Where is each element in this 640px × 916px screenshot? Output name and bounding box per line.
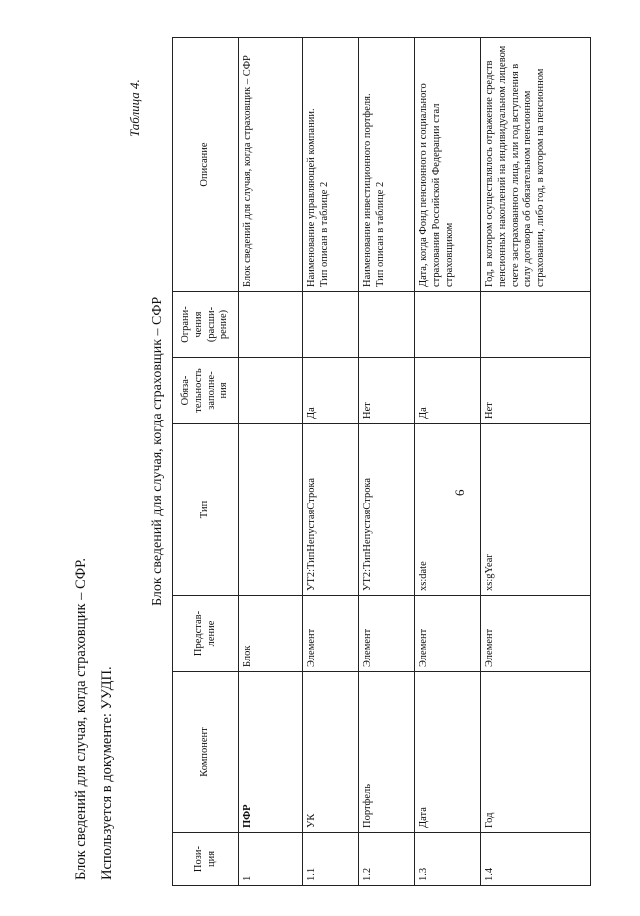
table-row [415, 38, 481, 886]
cell-description: Дата, когда Фонд пенсионного и социального страхования Российской Федерации стал страховщиком [415, 38, 481, 292]
cell-type: xs:gYear [481, 424, 591, 596]
cell-required: Нет [359, 358, 415, 424]
cell-type: УТ2:ТипНепустаяСтрока [303, 424, 359, 596]
cell-representation: Элемент [303, 596, 359, 672]
cell-position: 1.3 [415, 833, 481, 886]
cell-restrictions [415, 292, 481, 358]
cell-required: Да [303, 358, 359, 424]
cell-restrictions [481, 292, 591, 358]
cell-position: 1 [239, 833, 303, 886]
cell-required: Нет [481, 358, 591, 424]
cell-component: УК [303, 672, 359, 833]
cell-restrictions [239, 292, 303, 358]
cell-position: 1.4 [481, 833, 591, 886]
header-type: Тип [173, 424, 239, 596]
cell-description: Год, в котором осуществлялось отражение средств пенсионных накоплений на индивидуальном лицевом счете застрахованного лица, или год вступления в силу договора об обязательном пенсионном страховании, либо год, в котором на пенсионном [481, 38, 591, 292]
table-row [359, 38, 415, 886]
cell-representation: Элемент [415, 596, 481, 672]
header-representation: Представ- ление [173, 596, 239, 672]
cell-type: xs:date [415, 424, 481, 596]
cell-required: Да [415, 358, 481, 424]
cell-component: Портфель [359, 672, 415, 833]
cell-description: Наименование управляющей компании. Тип описан в таблице 2 [303, 38, 359, 292]
header-component: Компонент [173, 672, 239, 833]
table-row [303, 38, 359, 886]
cell-representation: Блок [239, 596, 303, 672]
insurer-block-table [172, 37, 591, 886]
cell-position: 1.1 [303, 833, 359, 886]
cell-component: ПФР [239, 672, 303, 833]
header-required: Обяза- тельность заполне- ния [173, 358, 239, 424]
cell-restrictions [359, 292, 415, 358]
table-row [481, 38, 591, 886]
cell-representation: Элемент [481, 596, 591, 672]
cell-required [239, 358, 303, 424]
table-row [239, 38, 303, 886]
cell-description: Блок сведений для случая, когда страховщик – СФР [239, 38, 303, 292]
cell-restrictions [303, 292, 359, 358]
header-position: Пози- ция [173, 833, 239, 886]
cell-component: Год [481, 672, 591, 833]
intro-line-1: Блок сведений для случая, когда страховщик – СФР. [73, 557, 89, 880]
intro-line-2: Используется в документе: УУДП. [99, 666, 115, 880]
cell-description: Наименование инвестиционного портфеля. Тип описан в таблице 2 [359, 38, 415, 292]
page-number: 6 [452, 489, 467, 496]
cell-representation: Элемент [359, 596, 415, 672]
table-caption: Таблица 4. [127, 79, 142, 137]
cell-position: 1.2 [359, 833, 415, 886]
header-description: Описание [173, 38, 239, 292]
cell-component: Дата [415, 672, 481, 833]
cell-type [239, 424, 303, 596]
header-restrictions: Ограни- чения (расши- рение) [173, 292, 239, 358]
table-header-row [173, 38, 239, 886]
table-title: Блок сведений для случая, когда страховщик – СФР [150, 296, 165, 606]
cell-type: УТ2:ТипНепустаяСтрока [359, 424, 415, 596]
